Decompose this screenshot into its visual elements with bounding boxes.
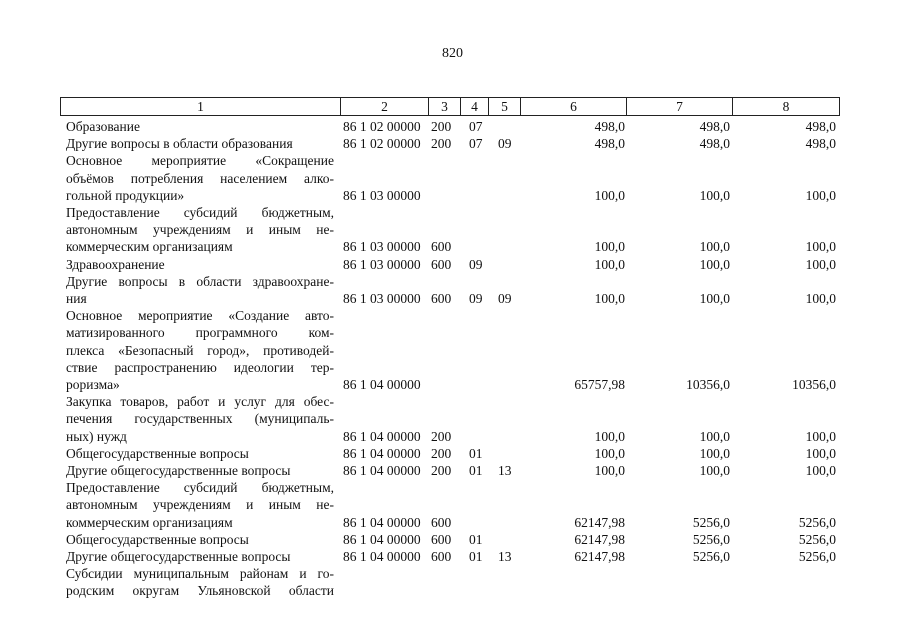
row-name: коммерческим организациям xyxy=(66,239,233,255)
row-value-col7: 100,0 xyxy=(699,187,730,203)
row-name: Другие общегосударственные вопросы xyxy=(66,549,291,564)
row-code: 86 1 04 00000 xyxy=(343,377,421,392)
row-value-col7: 100,0 xyxy=(699,239,730,255)
row-value-col7: 100,0 xyxy=(699,428,730,444)
row-code: 86 1 02 00000 xyxy=(343,119,421,134)
row-value-col6: 100,0 xyxy=(594,463,625,478)
table-row xyxy=(0,256,905,273)
row-name: матизированного программного ком- xyxy=(66,325,334,341)
row-name: Образование xyxy=(66,119,140,134)
table-row xyxy=(0,290,905,307)
table-row xyxy=(0,152,905,169)
table-row xyxy=(0,410,905,427)
row-expense-type: 600 xyxy=(431,514,452,530)
row-name: автономным учреждениям и иным не- xyxy=(66,222,334,238)
row-value-col8: 498,0 xyxy=(805,119,836,134)
table-header xyxy=(60,97,840,116)
row-expense-type: 600 xyxy=(431,549,452,564)
row-name: Другие общегосударственные вопросы xyxy=(66,463,291,478)
table-row xyxy=(0,170,905,187)
table-row xyxy=(0,307,905,324)
row-section: 01 xyxy=(469,549,483,564)
row-value-col6: 65757,98 xyxy=(574,377,625,392)
row-name: Другие вопросы в области здравоохране- xyxy=(66,273,334,289)
row-name: роризма» xyxy=(66,377,120,392)
row-expense-type: 600 xyxy=(431,256,452,272)
header-col-2: 2 xyxy=(341,98,429,115)
row-name: печения государственных (муниципаль- xyxy=(66,411,334,427)
row-code: 86 1 03 00000 xyxy=(343,187,421,203)
row-subsection: 09 xyxy=(498,136,512,152)
row-value-col6: 100,0 xyxy=(594,239,625,255)
row-code: 86 1 04 00000 xyxy=(343,549,421,564)
row-value-col8: 100,0 xyxy=(805,463,836,478)
row-value-col7: 100,0 xyxy=(699,463,730,478)
row-value-col8: 100,0 xyxy=(805,256,836,272)
row-name: Общегосударственные вопросы xyxy=(66,531,249,547)
row-value-col8: 100,0 xyxy=(805,187,836,203)
row-code: 86 1 04 00000 xyxy=(343,531,421,547)
row-value-col7: 498,0 xyxy=(699,136,730,152)
row-name: гольной продукции» xyxy=(66,187,185,203)
row-code: 86 1 03 00000 xyxy=(343,239,421,255)
row-value-col8: 100,0 xyxy=(805,239,836,255)
row-section: 09 xyxy=(469,256,483,272)
row-value-col8: 100,0 xyxy=(805,291,836,306)
header-col-6: 6 xyxy=(521,98,627,115)
row-name: Субсидии муниципальным районам и го- xyxy=(66,566,334,582)
table-row xyxy=(0,118,905,135)
row-value-col8: 5256,0 xyxy=(798,531,836,547)
row-value-col8: 5256,0 xyxy=(798,549,836,564)
row-section: 01 xyxy=(469,445,483,461)
row-name: ния xyxy=(66,291,87,306)
row-code: 86 1 03 00000 xyxy=(343,291,421,306)
row-expense-type: 200 xyxy=(431,119,452,134)
table-row xyxy=(0,221,905,238)
row-value-col7: 10356,0 xyxy=(686,377,730,392)
table-row xyxy=(0,238,905,255)
row-section: 09 xyxy=(469,291,483,306)
row-name: коммерческим организациям xyxy=(66,514,233,530)
row-name: ных) нужд xyxy=(66,428,127,444)
table-row xyxy=(0,565,905,582)
header-col-1: 1 xyxy=(61,98,341,115)
table-row xyxy=(0,514,905,531)
row-subsection: 13 xyxy=(498,463,512,478)
row-value-col7: 100,0 xyxy=(699,445,730,461)
row-code: 86 1 04 00000 xyxy=(343,514,421,530)
row-value-col8: 100,0 xyxy=(805,428,836,444)
header-col-8: 8 xyxy=(782,99,790,114)
row-code: 86 1 04 00000 xyxy=(343,445,421,461)
row-code: 86 1 03 00000 xyxy=(343,256,421,272)
row-value-col6: 62147,98 xyxy=(574,531,625,547)
table-row xyxy=(0,531,905,548)
row-section: 07 xyxy=(469,119,483,134)
row-subsection: 09 xyxy=(498,291,512,306)
page-number: 820 xyxy=(442,46,463,61)
table-row xyxy=(0,428,905,445)
row-value-col8: 10356,0 xyxy=(792,377,836,392)
row-value-col7: 5256,0 xyxy=(692,531,730,547)
row-expense-type: 600 xyxy=(431,531,452,547)
row-value-col8: 100,0 xyxy=(805,445,836,461)
row-name: Другие вопросы в области образования xyxy=(66,136,293,152)
row-expense-type: 200 xyxy=(431,428,452,444)
table-row xyxy=(0,445,905,462)
row-expense-type: 200 xyxy=(431,463,452,478)
table-row xyxy=(0,342,905,359)
row-value-col7: 100,0 xyxy=(699,291,730,306)
table-row xyxy=(0,376,905,393)
header-col-3: 3 xyxy=(429,98,461,115)
row-name: Закупка товаров, работ и услуг для обес- xyxy=(66,394,334,410)
row-section: 01 xyxy=(469,463,483,478)
table-row xyxy=(0,462,905,479)
row-value-col6: 100,0 xyxy=(594,291,625,306)
row-value-col6: 100,0 xyxy=(594,256,625,272)
row-value-col7: 5256,0 xyxy=(692,549,730,564)
row-code: 86 1 04 00000 xyxy=(343,428,421,444)
row-name: Основное мероприятие «Сокращение xyxy=(66,153,334,169)
row-expense-type: 600 xyxy=(431,239,452,255)
table-row xyxy=(0,479,905,496)
row-section: 01 xyxy=(469,531,483,547)
table-row xyxy=(0,359,905,376)
row-name: автономным учреждениям и иным не- xyxy=(66,497,334,513)
table-row xyxy=(0,582,905,599)
row-expense-type: 200 xyxy=(431,136,452,152)
row-expense-type: 200 xyxy=(431,445,452,461)
row-name: родским округам Ульяновской области xyxy=(66,583,334,599)
header-col-5: 5 xyxy=(489,98,521,115)
row-name: плекса «Безопасный город», противодей- xyxy=(66,342,334,358)
table-row xyxy=(0,324,905,341)
row-name: ствие распространению идеологии тер- xyxy=(66,359,334,375)
row-subsection: 13 xyxy=(498,549,512,564)
table-row xyxy=(0,135,905,152)
table-row xyxy=(0,393,905,410)
table-row xyxy=(0,548,905,565)
row-value-col6: 498,0 xyxy=(594,119,625,134)
row-value-col7: 100,0 xyxy=(699,256,730,272)
header-col-7: 7 xyxy=(627,98,733,115)
row-section: 07 xyxy=(469,136,483,152)
table-row xyxy=(0,496,905,513)
table-row xyxy=(0,187,905,204)
row-value-col6: 62147,98 xyxy=(574,549,625,564)
row-name: Основное мероприятие «Создание авто- xyxy=(66,308,334,324)
row-name: Предоставление субсидий бюджетным, xyxy=(66,205,334,220)
row-name: объёмов потребления населением алко- xyxy=(66,170,334,186)
row-value-col7: 498,0 xyxy=(699,119,730,134)
row-name: Предоставление субсидий бюджетным, xyxy=(66,480,334,496)
row-value-col6: 498,0 xyxy=(594,136,625,152)
row-code: 86 1 02 00000 xyxy=(343,136,421,152)
row-code: 86 1 04 00000 xyxy=(343,463,421,478)
row-name: Общегосударственные вопросы xyxy=(66,445,249,461)
row-value-col6: 62147,98 xyxy=(574,514,625,530)
row-value-col8: 5256,0 xyxy=(798,514,836,530)
row-value-col8: 498,0 xyxy=(805,136,836,152)
row-value-col6: 100,0 xyxy=(594,445,625,461)
table-row xyxy=(0,273,905,290)
row-name: Здравоохранение xyxy=(66,256,165,272)
row-value-col6: 100,0 xyxy=(594,428,625,444)
table-row xyxy=(0,204,905,221)
header-col-4: 4 xyxy=(461,98,489,115)
row-expense-type: 600 xyxy=(431,291,452,306)
row-value-col7: 5256,0 xyxy=(692,514,730,530)
row-value-col6: 100,0 xyxy=(594,187,625,203)
